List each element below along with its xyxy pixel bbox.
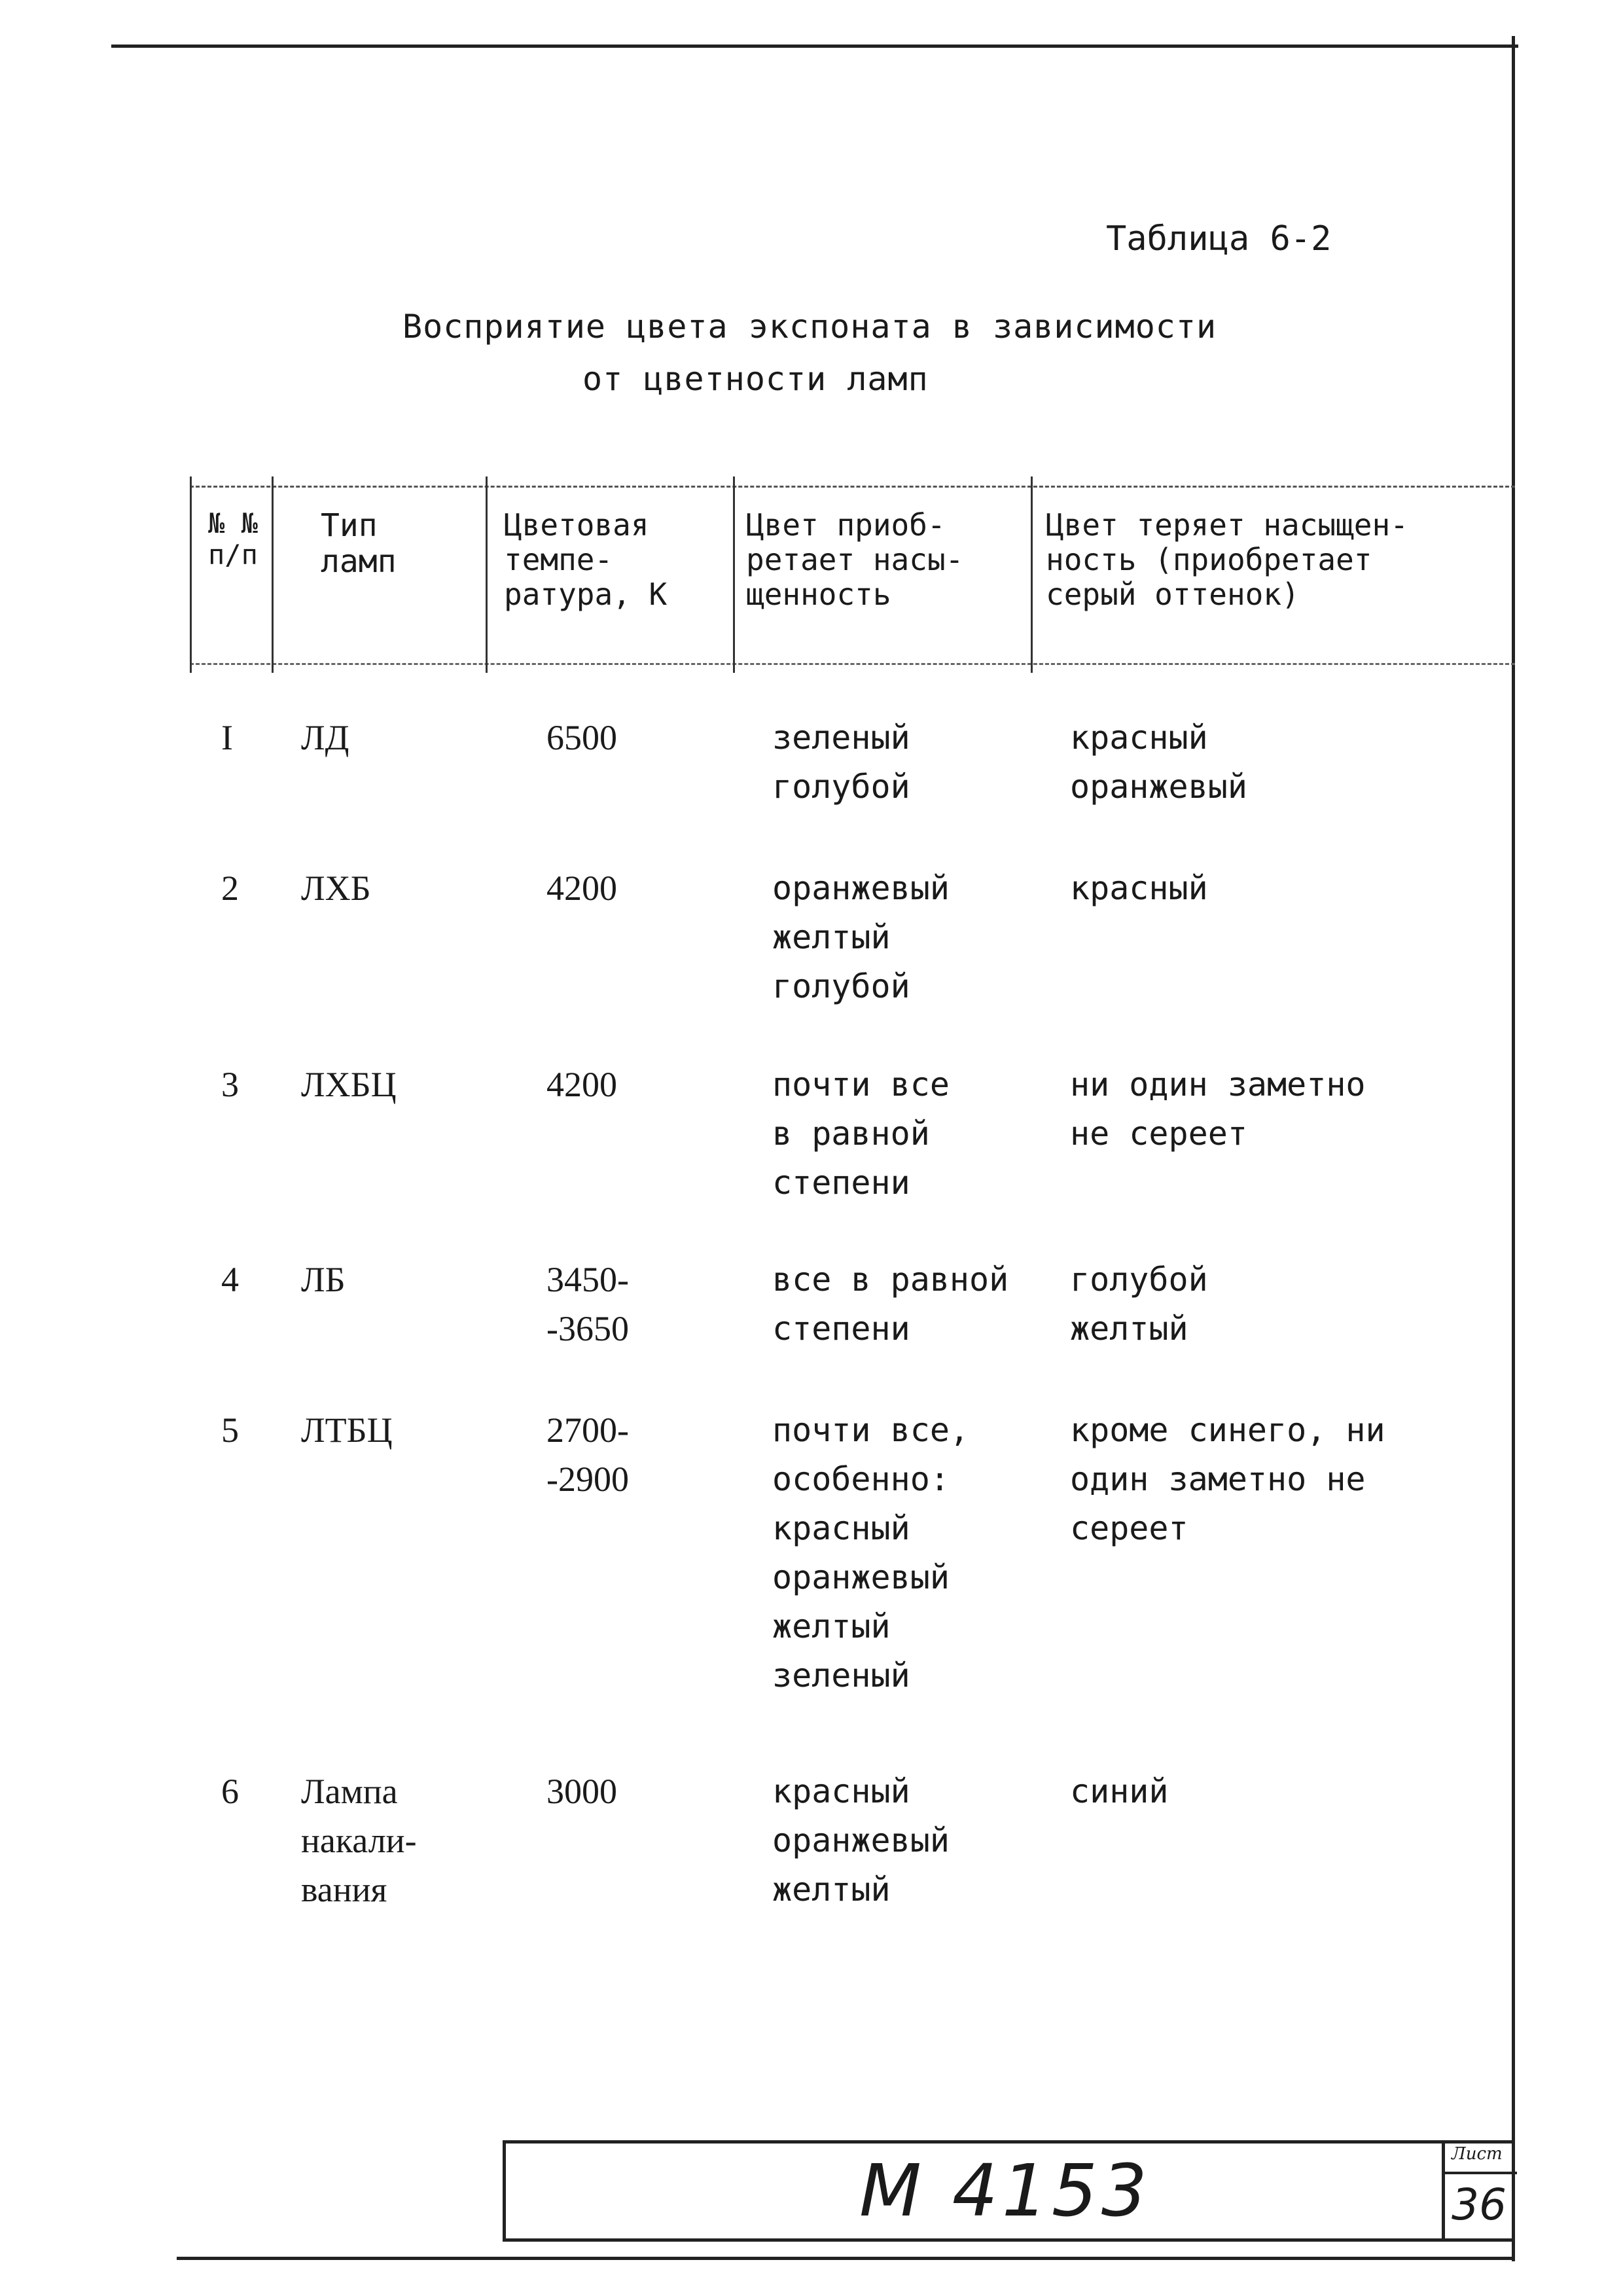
lamp-type: Лампа накали- вания: [301, 1772, 417, 1909]
header-bottom-rule: [190, 663, 1515, 665]
row-number: 3: [221, 1065, 239, 1104]
row-number: 5: [221, 1410, 239, 1450]
row-number: 2: [221, 869, 239, 908]
row-number: 6: [221, 1772, 239, 1811]
loses-saturation: синий: [1070, 1772, 1169, 1810]
table-caption: Таблица 6-2: [1106, 219, 1332, 259]
gains-saturation: красный оранжевый желтый: [772, 1772, 950, 1909]
header-lamp-type: Тип ламп: [321, 507, 397, 581]
lamp-type: ЛХБ: [301, 869, 371, 908]
top-frame-line: [111, 45, 1518, 48]
color-temperature: 3450- -3650: [546, 1260, 629, 1348]
gains-saturation: почти все в равной степени: [772, 1066, 950, 1202]
table-title-line-2: от цветности ламп: [582, 360, 929, 398]
title-block-stamp: [503, 2140, 1514, 2242]
header-loses-saturation: Цвет теряет насыщен- ность (приобретает серый оттенок): [1046, 507, 1408, 612]
color-temperature: 4200: [546, 869, 617, 908]
row-number: I: [221, 718, 233, 757]
sheet-box: [1442, 2140, 1520, 2242]
loses-saturation: красный оранжевый: [1070, 719, 1247, 806]
sheet-label: Лист: [1452, 2144, 1503, 2164]
header-divider: [190, 476, 192, 673]
gains-saturation: почти все, особенно: красный оранжевый желтый зеленый: [772, 1411, 970, 1695]
lamp-type: ЛБ: [301, 1260, 346, 1299]
sheet-number: 36: [1452, 2179, 1507, 2230]
lamp-type: ЛД: [301, 718, 349, 757]
header-divider: [272, 476, 274, 673]
gains-saturation: зеленый голубой: [772, 719, 910, 806]
loses-saturation: кроме синего, ни один заметно не сереет: [1070, 1411, 1385, 1547]
header-divider: [1031, 476, 1033, 673]
loses-saturation: ни один заметно не сереет: [1070, 1066, 1366, 1153]
row-number: 4: [221, 1260, 239, 1299]
header-divider: [486, 476, 488, 673]
loses-saturation: красный: [1070, 869, 1208, 907]
header-num: № № п/п: [208, 507, 258, 571]
color-temperature: 2700- -2900: [546, 1410, 629, 1499]
right-frame-line: [1512, 36, 1515, 2261]
gains-saturation: все в равной степени: [772, 1261, 1009, 1348]
header-top-rule: [190, 486, 1515, 488]
color-temperature: 3000: [546, 1772, 617, 1811]
gains-saturation: оранжевый желтый голубой: [772, 869, 950, 1005]
header-gains-saturation: Цвет приоб- ретает насы- щенность: [746, 507, 964, 612]
lamp-type: ЛХБЦ: [301, 1065, 397, 1104]
header-color-temperature: Цветовая темпе- ратура, К: [504, 507, 668, 612]
color-temperature: 6500: [546, 718, 617, 757]
color-temperature: 4200: [546, 1065, 617, 1104]
sheet-divider: [1445, 2172, 1517, 2174]
loses-saturation: голубой желтый: [1070, 1261, 1208, 1348]
table-title-line-1: Восприятие цвета экспоната в зависимости: [402, 308, 1217, 346]
bottom-frame-line: [177, 2257, 1515, 2260]
document-code: М 4153: [859, 2149, 1151, 2233]
table-header: [190, 476, 1515, 672]
header-divider: [733, 476, 735, 673]
lamp-type: ЛТБЦ: [301, 1410, 393, 1450]
